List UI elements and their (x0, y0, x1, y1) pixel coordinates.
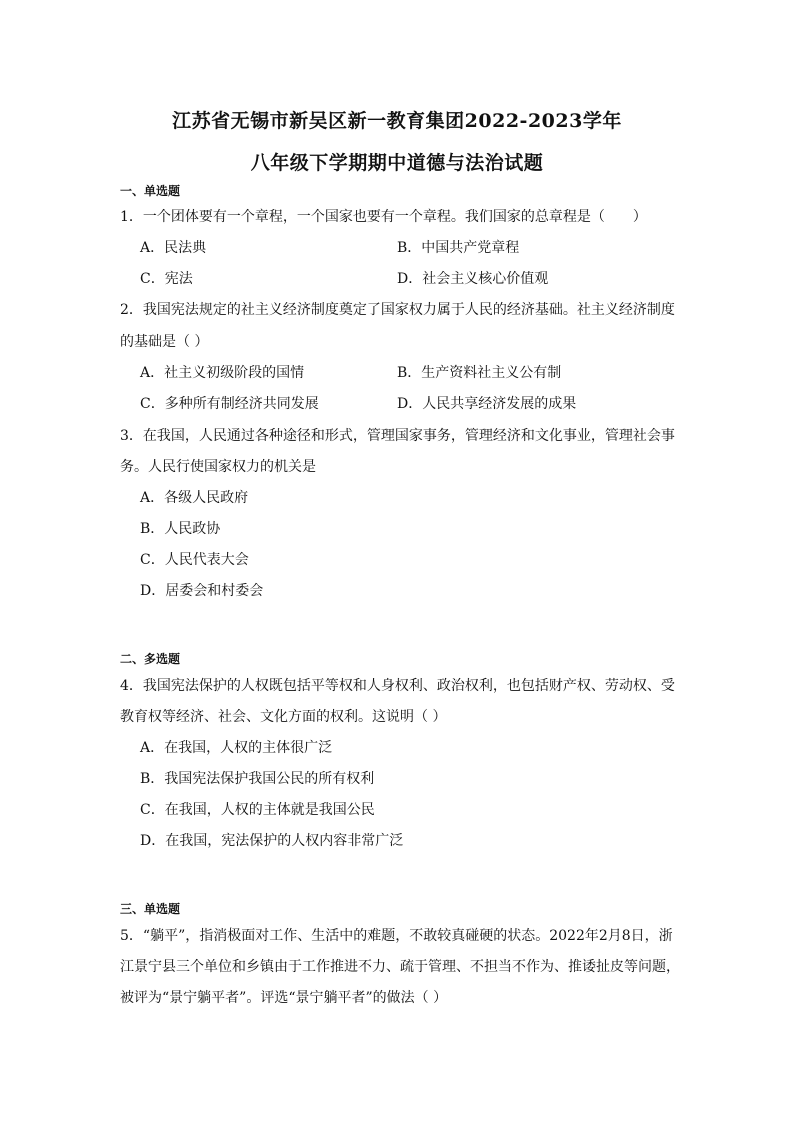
question-3-option-d: D．居委会和村委会 (140, 583, 264, 599)
question-1-option-d: D．社会主义核心价值观 (397, 271, 549, 287)
question-1-stem: 1．一个团体要有一个章程，一个国家也要有一个章程。我们国家的总章程是（ ） (120, 209, 647, 225)
question-3-option-c: C．人民代表大会 (140, 552, 249, 568)
page-title: 江苏省无锡市新吴区新一教育集团2022-2023学年 (172, 110, 622, 132)
question-4-option-a: A．在我国，人权的主体很广泛 (140, 740, 333, 756)
question-1-option-c: C．宪法 (140, 271, 193, 287)
question-2-option-a: A．社主义初级阶段的国情 (140, 365, 305, 381)
question-2-stem-line-2: 的基础是（ ） (120, 334, 209, 350)
question-4-stem-line-2: 教育权等经济、社会、文化方面的权利。这说明（ ） (120, 709, 447, 725)
question-5-stem-line-2: 江景宁县三个单位和乡镇由于工作推进不力、疏于管理、不担当不作为、推诿扯皮等问题， (120, 959, 680, 975)
question-2-stem-line-1: 2．我国宪法规定的社主义经济制度奠定了国家权力属于人民的经济基础。社主义经济制度 (120, 302, 675, 318)
question-4-option-b: B．我国宪法保护我国公民的所有权利 (140, 771, 375, 787)
question-5-stem-line-1: 5．“躺平”，指消极面对工作、生活中的难题，不敢较真碰硬的状态。2022年2月8日，浙 (120, 928, 673, 944)
question-2-option-b: B．生产资料社主义公有制 (397, 365, 562, 381)
question-2-option-d: D．人民共享经济发展的成果 (397, 396, 577, 412)
page-subtitle: 八年级下学期期中道德与法治试题 (250, 152, 544, 174)
question-3-option-b: B．人民政协 (140, 521, 221, 537)
question-4-option-c: C．在我国，人权的主体就是我国公民 (140, 802, 375, 818)
section-heading-single-choice-2: 三、单选题 (120, 902, 181, 916)
question-4-option-d: D．在我国，宪法保护的人权内容非常广泛 (140, 833, 404, 849)
section-heading-multiple-choice: 二、多选题 (120, 652, 181, 666)
question-3-option-a: A．各级人民政府 (140, 490, 249, 506)
question-1-option-a: A．民法典 (140, 240, 207, 256)
question-5-stem-line-3: 被评为“景宁躺平者”。评选“景宁躺平者”的做法（ ） (120, 990, 448, 1006)
question-2-option-c: C．多种所有制经济共同发展 (140, 396, 319, 412)
section-heading-single-choice: 一、单选题 (120, 184, 181, 198)
question-3-stem-line-1: 3．在我国，人民通过各种途径和形式，管理国家事务，管理经济和文化事业，管理社会事 (120, 428, 675, 444)
question-4-stem-line-1: 4．我国宪法保护的人权既包括平等权和人身权利、政治权利，也包括财产权、劳动权、受 (120, 678, 675, 694)
question-1-option-b: B．中国共产党章程 (397, 240, 520, 256)
question-3-stem-line-2: 务。人民行使国家权力的机关是 (120, 459, 316, 475)
